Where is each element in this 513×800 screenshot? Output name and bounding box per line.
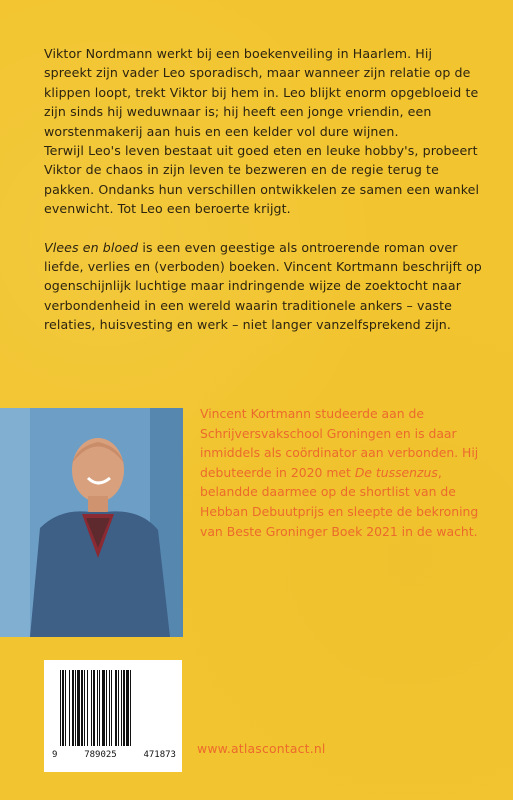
author-photo bbox=[0, 408, 183, 637]
debut-title: De tussenzus bbox=[354, 464, 438, 480]
author-photo-illustration bbox=[0, 408, 183, 637]
blurb bbox=[44, 44, 484, 335]
isbn-number bbox=[52, 750, 176, 760]
publisher-website: www.atlascontact.nl bbox=[197, 741, 326, 756]
author-bio bbox=[200, 404, 500, 541]
isbn-digit-group-3: 471873 bbox=[143, 750, 176, 760]
paragraph-gap bbox=[44, 219, 484, 238]
barcode-bars bbox=[58, 670, 168, 748]
book-title: Vlees en bloed bbox=[44, 239, 139, 255]
author-bio-text-2: , belandde daarmee op de shortlist van de Hebban Debuutprijs en sleepte de bekroning van Beste Groninger Boek 2021 in de wacht. bbox=[200, 464, 479, 539]
blurb-paragraph-1: Viktor Nordmann werkt bij een boekenveiling in Haarlem. Hij spreekt zijn vader Leo sporadisch, maar wanneer zijn relatie op de klippen loopt, trekt Viktor bij hem in. Leo blijkt enorm opgebloeid te zijn sinds hij weduwnaar is; hij heeft een jonge vriendin, een worstenmakerij aan huis en een kelder vol dure wijnen. bbox=[44, 46, 479, 139]
blurb-paragraph-2: Terwijl Leo's leven bestaat uit goed eten en leuke hobby's, probeert Viktor de chaos in zijn leven te bezweren en de regie terug te pakken. Ondanks hun verschillen ontwikkelen ze samen een wankel evenwicht. Tot Leo een beroerte krijgt. bbox=[44, 143, 480, 217]
blurb-paragraph-3 bbox=[44, 238, 484, 335]
blurb-paragraph-3-text: is een even geestige als ontroerende roman over liefde, verlies en (verboden) boeken. Vincent Kortmann beschrijft op ogenschijnlijk luchtige maar indringende wijze de zoektocht naar verbondenheid in een wereld waarin traditionele ankers – vaste relaties, huisvesting en werk – niet langer vanzelfsprekend zijn. bbox=[44, 239, 482, 333]
barcode bbox=[44, 660, 182, 772]
isbn-digit-group-2: 789025 bbox=[84, 750, 117, 760]
isbn-digit-group-1: 9 bbox=[52, 750, 58, 760]
author-bio-text-1: Vincent Kortmann studeerde aan de Schrijversvakschool Groningen en is daar inmiddels als coördinator aan verbonden. Hij debuteerde in 2020 met bbox=[200, 406, 479, 480]
